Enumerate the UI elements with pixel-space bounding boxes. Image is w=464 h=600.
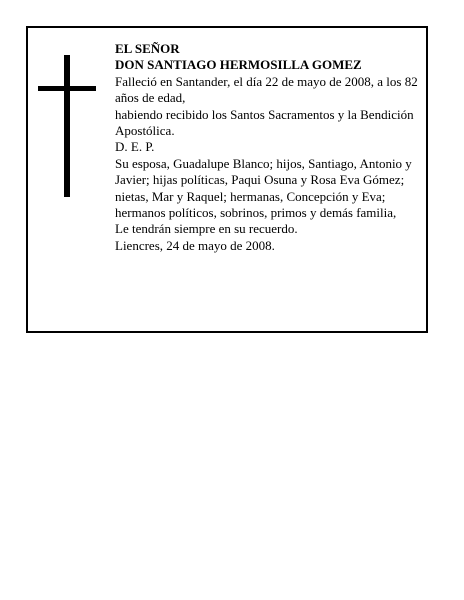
notice-death-details: Falleció en Santander, el día 22 de mayo de 2008, a los 82 años de edad, [115, 73, 418, 106]
notice-dep: D. E. P. [115, 139, 155, 155]
notice-text [115, 41, 421, 254]
notice-family: Su esposa, Guadalupe Blanco; hijos, Santiago, Antonio y Javier; hijas políticas, Paqui Osuna y Rosa Eva Gómez; nietas, Mar y Raquel; hermanas, Concepción y Eva; hermanos políticos, sobrinos, primos y demás familia, [115, 155, 412, 221]
notice-place-date: Liencres, 24 de mayo de 2008. [115, 237, 275, 253]
cross-vertical-bar [64, 55, 70, 197]
cross-icon [38, 55, 96, 197]
notice-remembrance: Le tendrán siempre en su recuerdo. [115, 221, 298, 237]
notice-deceased-name: DON SANTIAGO HERMOSILLA GOMEZ [115, 57, 362, 73]
cross-horizontal-bar [38, 86, 96, 91]
obituary-notice [26, 26, 428, 333]
notice-sacraments: habiendo recibido los Santos Sacramentos y la Bendición Apostólica. [115, 106, 414, 139]
notice-title-line-1: EL SEÑOR [115, 41, 180, 56]
